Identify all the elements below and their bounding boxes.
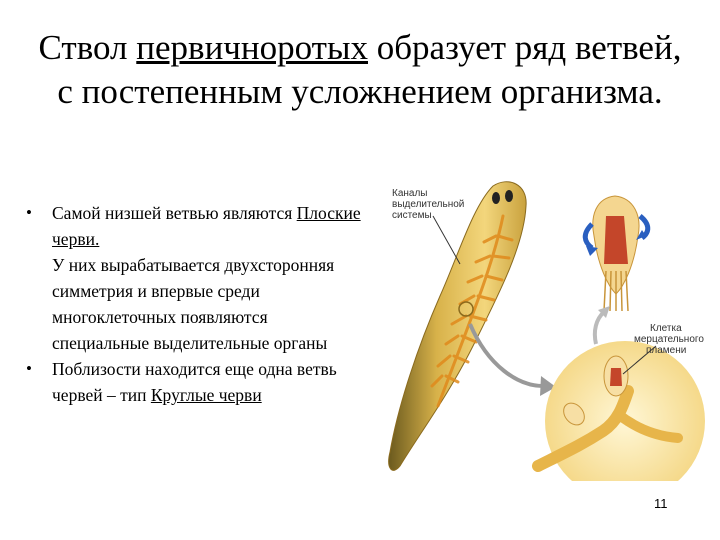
eye-spot-icon bbox=[492, 192, 500, 204]
bullet-underlined-term: Плоские черви. bbox=[52, 203, 361, 249]
flame-cell-detail bbox=[585, 196, 648, 311]
label-canals-line1: Каналы bbox=[392, 188, 428, 199]
label-canals-line3: системы bbox=[392, 210, 432, 221]
bullet-item-roundworms bbox=[24, 356, 369, 408]
bullet-list bbox=[24, 200, 369, 408]
slide-title bbox=[30, 26, 690, 114]
bullet-text: Самой низшей ветвью являются bbox=[52, 203, 297, 223]
eye-spot-icon bbox=[505, 190, 513, 202]
label-cell-line1: Клетка bbox=[650, 323, 682, 334]
bullet-dot: • bbox=[26, 359, 32, 378]
bullet-paragraph: У них вырабатывается двухсторонняя симметрия и впервые среди многоклеточных появляются специальные выделительные органы bbox=[52, 255, 335, 353]
planaria-illustration bbox=[378, 176, 708, 481]
bullet-dot: • bbox=[26, 203, 32, 222]
label-canals-line2: выделительной bbox=[392, 199, 465, 210]
bullet-item-flatworms bbox=[24, 200, 369, 252]
title-part-1: Ствол bbox=[38, 28, 137, 67]
title-underlined-word: первичноротых bbox=[136, 28, 368, 67]
bullet-underlined-term: Круглые черви bbox=[150, 385, 262, 405]
title-part-2: образует ряд ветвей, с постепенным усложнением организма. bbox=[57, 28, 682, 111]
label-cell-line3: пламени bbox=[646, 345, 687, 356]
label-cell-line2: мерцательного bbox=[634, 334, 704, 345]
page-number: 11 bbox=[654, 496, 668, 511]
flatworm-body bbox=[389, 182, 526, 471]
bullet-text: Поблизости находится еще одна ветвь червей – тип bbox=[52, 359, 337, 405]
